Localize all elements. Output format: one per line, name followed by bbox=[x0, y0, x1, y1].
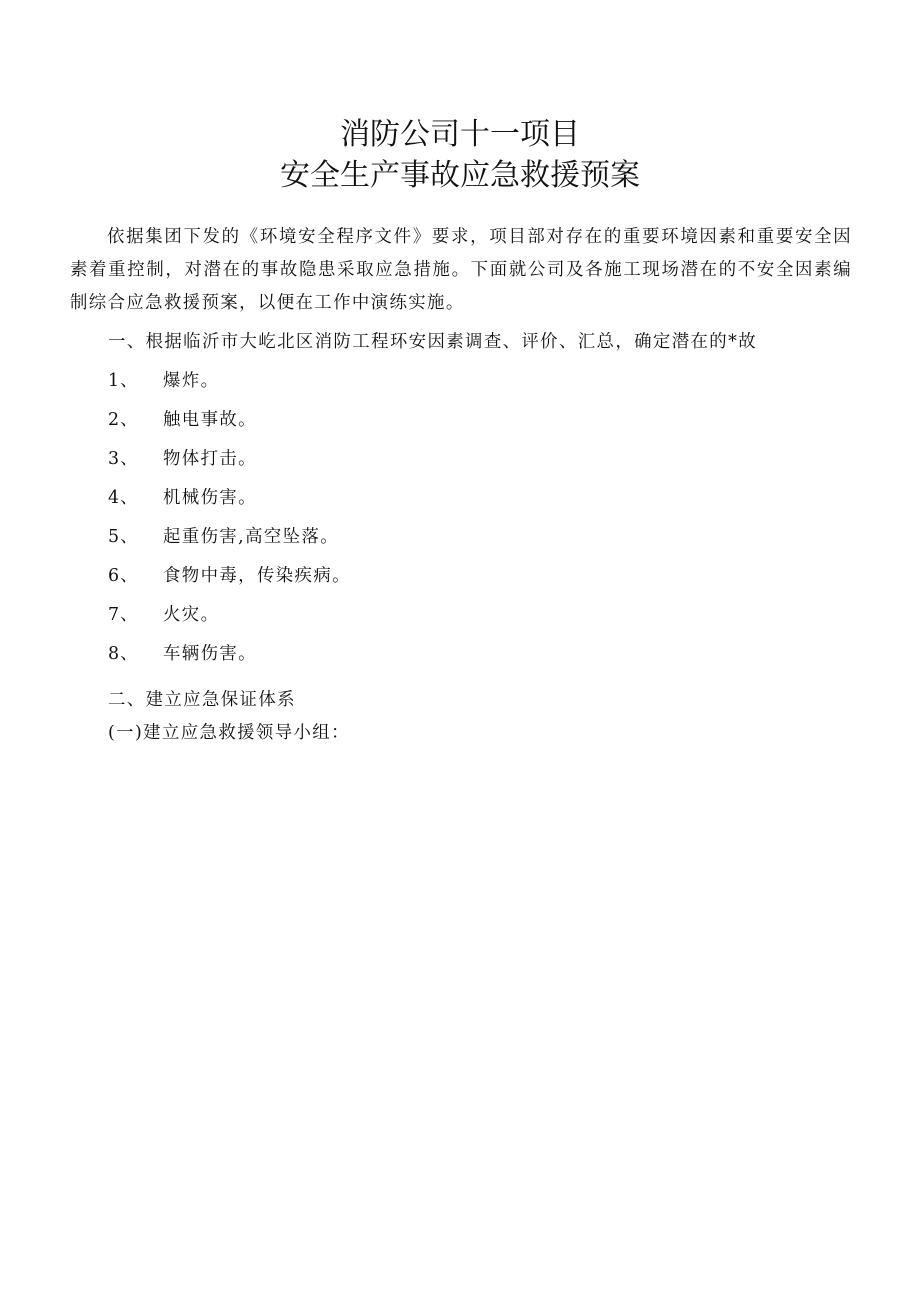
document-title-line-1: 消防公司十一项目 bbox=[340, 117, 580, 152]
list-item-number: 4、 bbox=[108, 488, 139, 508]
list-item-text: 火灾。 bbox=[163, 605, 220, 625]
list-item-number: 1、 bbox=[108, 371, 139, 391]
list-item-text: 车辆伤害。 bbox=[163, 644, 257, 664]
list-item-number: 7、 bbox=[108, 605, 139, 625]
list-item-number: 6、 bbox=[108, 566, 139, 586]
list-item-text: 机械伤害。 bbox=[163, 488, 257, 508]
list-item-number: 5、 bbox=[108, 527, 139, 547]
list-item-text: 食物中毒，传染疾病。 bbox=[163, 566, 351, 586]
section-heading-1: 一、根据临沂市大屹北区消防工程环安因素调查、评价、汇总，确定潜在的*故 bbox=[108, 332, 757, 352]
subsection-heading-1: (一)建立应急救援领导小组： bbox=[108, 723, 350, 743]
list-item-number: 2、 bbox=[108, 410, 139, 430]
section-heading-2: 二、建立应急保证体系 bbox=[108, 690, 296, 710]
list-item-text: 触电事故。 bbox=[163, 410, 257, 430]
document-title-line-2: 安全生产事故应急救援预案 bbox=[280, 158, 640, 193]
intro-paragraph: 依据集团下发的《环境安全程序文件》要求，项目部对存在的重要环境因素和重要安全因素着重控制，对潜在的事故隐患采取应急措施。下面就公司及各施工现场潜在的不安全因素编制综合应急救援预案，以便在工作中演练实施。 bbox=[70, 227, 852, 313]
list-item-text: 起重伤害,高空坠落。 bbox=[163, 527, 340, 547]
list-item-number: 3、 bbox=[108, 449, 139, 469]
list-item-text: 爆炸。 bbox=[163, 371, 220, 391]
list-item-number: 8、 bbox=[108, 644, 139, 664]
list-item-text: 物体打击。 bbox=[163, 449, 257, 469]
